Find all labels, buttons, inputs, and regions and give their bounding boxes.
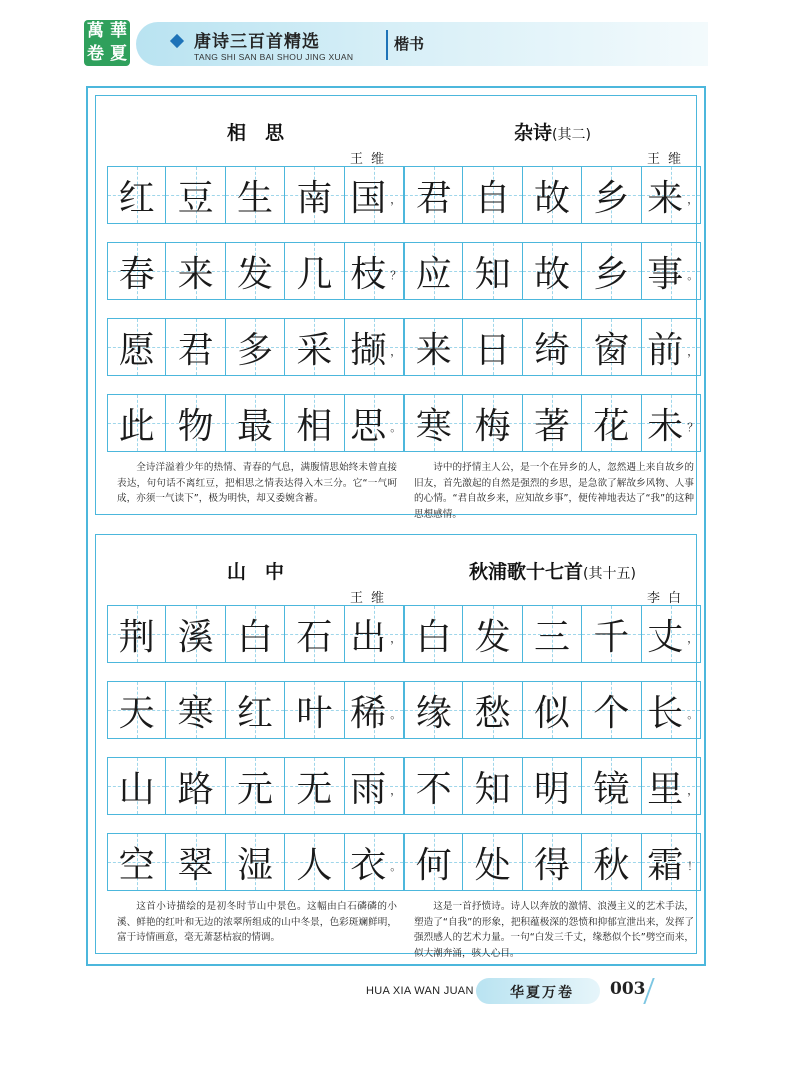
grid-row xyxy=(107,242,404,300)
punctuation: 。 xyxy=(390,708,402,721)
punctuation: 。 xyxy=(390,421,402,434)
poem-xiangsi xyxy=(107,96,404,514)
character: 枝 xyxy=(350,253,387,295)
character-cell xyxy=(463,243,522,299)
character: 霜 xyxy=(647,844,684,886)
character-cell xyxy=(463,319,522,375)
poem-title xyxy=(404,118,701,145)
header-divider xyxy=(386,30,388,60)
logo-char: 萬 xyxy=(87,21,104,41)
character: 几 xyxy=(296,253,333,295)
character: 花 xyxy=(593,405,630,447)
character-cell xyxy=(523,319,582,375)
character: 衣 xyxy=(350,844,387,886)
character: 窗 xyxy=(593,329,630,371)
character-cell xyxy=(345,319,404,375)
character: 愁 xyxy=(474,692,511,734)
poem-zashi xyxy=(404,96,701,520)
character: 何 xyxy=(415,844,452,886)
character-cell xyxy=(642,758,701,814)
character-cell xyxy=(582,395,641,451)
grid-row xyxy=(107,394,404,452)
poem-title xyxy=(107,118,404,145)
character-cell xyxy=(345,243,404,299)
punctuation: ！ xyxy=(687,860,699,873)
character-cell xyxy=(404,606,463,662)
character-cell xyxy=(166,834,225,890)
character: 来 xyxy=(647,177,684,219)
character: 个 xyxy=(593,692,630,734)
grid-row xyxy=(404,242,701,300)
character: 乡 xyxy=(593,253,630,295)
character-cell xyxy=(345,758,404,814)
character-cell xyxy=(523,167,582,223)
writing-grid xyxy=(404,605,701,909)
character-cell xyxy=(107,758,166,814)
punctuation: 。 xyxy=(390,860,402,873)
character: 人 xyxy=(296,844,333,886)
character-cell xyxy=(642,606,701,662)
character: 里 xyxy=(647,768,684,810)
character-cell xyxy=(582,167,641,223)
poem-title-text: 山 中 xyxy=(226,561,284,583)
poem-author: 王维 xyxy=(349,591,392,606)
character: 似 xyxy=(533,692,570,734)
character-cell xyxy=(226,319,285,375)
character: 天 xyxy=(118,692,155,734)
grid-row xyxy=(404,833,701,891)
grid-row xyxy=(404,681,701,739)
character-cell xyxy=(404,167,463,223)
character-cell xyxy=(404,319,463,375)
character: 稀 xyxy=(350,692,387,734)
poem-title xyxy=(107,557,404,584)
grid-row xyxy=(404,166,701,224)
character: 梅 xyxy=(474,405,511,447)
logo-char: 卷 xyxy=(87,44,104,64)
character-cell xyxy=(463,395,522,451)
character: 乡 xyxy=(593,177,630,219)
character-cell xyxy=(463,758,522,814)
character: 此 xyxy=(118,405,155,447)
character: 故 xyxy=(533,177,570,219)
character-cell xyxy=(285,319,344,375)
character: 国 xyxy=(350,177,387,219)
character-cell xyxy=(226,758,285,814)
poem-title-text: 杂诗 xyxy=(514,122,553,144)
character: 豆 xyxy=(177,177,214,219)
character: 最 xyxy=(236,405,273,447)
character-cell xyxy=(166,167,225,223)
punctuation: 。 xyxy=(687,269,699,282)
character: 出 xyxy=(350,616,387,658)
character: 著 xyxy=(533,405,570,447)
character-cell xyxy=(285,243,344,299)
character-cell xyxy=(642,682,701,738)
character-cell xyxy=(463,167,522,223)
character: 相 xyxy=(296,405,333,447)
character: 镜 xyxy=(593,768,630,810)
character-cell xyxy=(642,243,701,299)
character-cell xyxy=(285,167,344,223)
poem-author: 李白 xyxy=(646,591,689,606)
character: 前 xyxy=(647,329,684,371)
character-cell xyxy=(107,243,166,299)
character: 红 xyxy=(236,692,273,734)
character-cell xyxy=(166,395,225,451)
character-cell xyxy=(107,395,166,451)
grid-row xyxy=(107,166,404,224)
character-cell xyxy=(523,606,582,662)
character-cell xyxy=(345,834,404,890)
character-cell xyxy=(345,606,404,662)
punctuation: ， xyxy=(390,345,402,358)
punctuation: ， xyxy=(687,193,699,206)
character-cell xyxy=(345,395,404,451)
character: 长 xyxy=(647,692,684,734)
character-cell xyxy=(107,834,166,890)
character-cell xyxy=(107,167,166,223)
character: 撷 xyxy=(350,329,387,371)
writing-grid xyxy=(404,166,701,470)
grid-row xyxy=(107,833,404,891)
character: 春 xyxy=(118,253,155,295)
character-cell xyxy=(226,243,285,299)
character: 处 xyxy=(474,844,511,886)
character: 思 xyxy=(350,405,387,447)
character: 空 xyxy=(118,844,155,886)
character-cell xyxy=(226,606,285,662)
character-cell xyxy=(285,682,344,738)
character: 无 xyxy=(296,768,333,810)
character: 缘 xyxy=(415,692,452,734)
character-cell xyxy=(642,167,701,223)
character-cell xyxy=(345,167,404,223)
character: 应 xyxy=(415,253,452,295)
character-cell xyxy=(404,758,463,814)
character: 丈 xyxy=(647,616,684,658)
character: 自 xyxy=(474,177,511,219)
punctuation: ， xyxy=(390,632,402,645)
punctuation: ， xyxy=(390,193,402,206)
poem-qiupuge xyxy=(404,535,701,959)
poem-shanzhong xyxy=(107,535,404,953)
character: 绮 xyxy=(533,329,570,371)
character-cell xyxy=(285,758,344,814)
character-cell xyxy=(582,758,641,814)
character-cell xyxy=(166,243,225,299)
punctuation: 。 xyxy=(687,708,699,721)
calligraphy-style-label: 楷书 xyxy=(394,35,425,53)
punctuation: ？ xyxy=(687,421,699,434)
writing-grid xyxy=(107,605,404,909)
punctuation: ？ xyxy=(390,269,402,282)
character: 山 xyxy=(118,768,155,810)
character-cell xyxy=(404,834,463,890)
character-cell xyxy=(523,395,582,451)
practice-frame xyxy=(86,86,706,966)
poem-title-text: 相 思 xyxy=(226,122,284,144)
character: 采 xyxy=(296,329,333,371)
punctuation: ， xyxy=(687,784,699,797)
character: 君 xyxy=(415,177,452,219)
character-cell xyxy=(463,682,522,738)
character-cell xyxy=(285,606,344,662)
poem-commentary: 这首小诗描绘的是初冬时节山中景色。这幅由白石磷磷的小溪、鲜艳的红叶和无边的浓翠所组成的山中冬景，色彩斑斓鲜明，富于诗情画意，毫无萧瑟枯寂的情调。 xyxy=(117,901,397,943)
grid-row xyxy=(107,605,404,663)
character: 雨 xyxy=(350,768,387,810)
character-cell xyxy=(463,834,522,890)
character-cell xyxy=(107,319,166,375)
character: 翠 xyxy=(177,844,214,886)
character: 红 xyxy=(118,177,155,219)
poem-subtitle: (其二) xyxy=(552,127,591,143)
poem-subtitle: (其十五) xyxy=(583,566,636,582)
character: 元 xyxy=(236,768,273,810)
character-cell xyxy=(226,834,285,890)
poem-author: 王维 xyxy=(349,152,392,167)
poem-commentary: 这是一首抒愤诗。诗人以奔放的激情、浪漫主义的艺术手法，塑造了“自我”的形象，把积蕴极深的怨愤和抑郁宣泄出来，发挥了强烈感人的艺术力量。一句“白发三千丈，缘愁似个长”劈空而来，似大潮奔涌，骇人心目。 xyxy=(414,901,694,959)
top-panel xyxy=(95,95,699,520)
character: 生 xyxy=(236,177,273,219)
character-cell xyxy=(642,834,701,890)
character-cell xyxy=(582,243,641,299)
character-cell xyxy=(404,395,463,451)
character-cell xyxy=(226,395,285,451)
grid-row xyxy=(107,681,404,739)
poem-commentary: 诗中的抒情主人公，是一个在异乡的人，忽然遇上来自故乡的旧友，首先激起的自然是强烈的乡思，是急欲了解故乡风物、人事的心情。“君自故乡来，应知故乡事”，便传神地表达了“我”的这种思想感情。 xyxy=(414,462,694,520)
character: 来 xyxy=(415,329,452,371)
logo-char: 華 xyxy=(110,21,127,41)
character-cell xyxy=(107,606,166,662)
character: 故 xyxy=(533,253,570,295)
character-cell xyxy=(463,606,522,662)
footer-brand: 华夏万卷 xyxy=(510,985,574,1001)
character-cell xyxy=(345,682,404,738)
character: 事 xyxy=(647,253,684,295)
character-cell xyxy=(166,606,225,662)
bottom-panel xyxy=(95,534,699,959)
character-cell xyxy=(582,319,641,375)
character: 溪 xyxy=(177,616,214,658)
grid-row xyxy=(107,318,404,376)
poem-author: 王维 xyxy=(646,152,689,167)
logo-char: 夏 xyxy=(110,44,127,64)
character-cell xyxy=(642,395,701,451)
character: 荆 xyxy=(118,616,155,658)
character-cell xyxy=(107,682,166,738)
book-title: 唐诗三百首精选 xyxy=(194,32,320,52)
character: 寒 xyxy=(415,405,452,447)
character: 未 xyxy=(647,405,684,447)
character-cell xyxy=(404,243,463,299)
character: 发 xyxy=(236,253,273,295)
character: 来 xyxy=(177,253,214,295)
grid-row xyxy=(404,394,701,452)
character: 知 xyxy=(474,768,511,810)
character: 石 xyxy=(296,616,333,658)
character: 南 xyxy=(296,177,333,219)
grid-row xyxy=(107,757,404,815)
character-cell xyxy=(166,319,225,375)
character: 物 xyxy=(177,405,214,447)
character: 得 xyxy=(533,844,570,886)
character-cell xyxy=(404,682,463,738)
character: 明 xyxy=(533,768,570,810)
character-cell xyxy=(285,395,344,451)
character: 不 xyxy=(415,768,452,810)
poem-commentary: 全诗洋溢着少年的热情、青春的气息，满腹情思始终未曾直接表达，句句话不离红豆，把相思之情表达得入木三分。它“一气呵成，亦须一气读下”，极为明快，却又委婉含蓄。 xyxy=(117,462,397,504)
character-cell xyxy=(166,758,225,814)
character: 寒 xyxy=(177,692,214,734)
poem-title-text: 秋浦歌十七首 xyxy=(469,561,584,583)
character-cell xyxy=(582,606,641,662)
character-cell xyxy=(523,758,582,814)
page-number: 003 xyxy=(610,979,646,999)
book-title-pinyin: TANG SHI SAN BAI SHOU JING XUAN xyxy=(194,52,354,62)
writing-grid xyxy=(107,166,404,470)
character: 路 xyxy=(177,768,214,810)
publisher-logo xyxy=(84,20,130,66)
character: 君 xyxy=(177,329,214,371)
footer-brand-pinyin: HUA XIA WAN JUAN xyxy=(366,985,474,997)
poem-title xyxy=(404,557,701,584)
character-cell xyxy=(642,319,701,375)
grid-row xyxy=(404,605,701,663)
character: 三 xyxy=(533,616,570,658)
character: 湿 xyxy=(236,844,273,886)
character-cell xyxy=(582,682,641,738)
grid-row xyxy=(404,318,701,376)
punctuation: ， xyxy=(687,345,699,358)
character: 发 xyxy=(474,616,511,658)
character: 多 xyxy=(236,329,273,371)
character: 日 xyxy=(474,329,511,371)
character-cell xyxy=(226,167,285,223)
character: 叶 xyxy=(296,692,333,734)
character-cell xyxy=(226,682,285,738)
character: 愿 xyxy=(118,329,155,371)
character-cell xyxy=(166,682,225,738)
grid-row xyxy=(404,757,701,815)
character-cell xyxy=(582,834,641,890)
punctuation: ， xyxy=(390,784,402,797)
character-cell xyxy=(523,243,582,299)
character: 秋 xyxy=(593,844,630,886)
character-cell xyxy=(285,834,344,890)
character-cell xyxy=(523,682,582,738)
character: 白 xyxy=(415,616,452,658)
character: 知 xyxy=(474,253,511,295)
punctuation: ， xyxy=(687,632,699,645)
character: 千 xyxy=(593,616,630,658)
character: 白 xyxy=(236,616,273,658)
character-cell xyxy=(523,834,582,890)
